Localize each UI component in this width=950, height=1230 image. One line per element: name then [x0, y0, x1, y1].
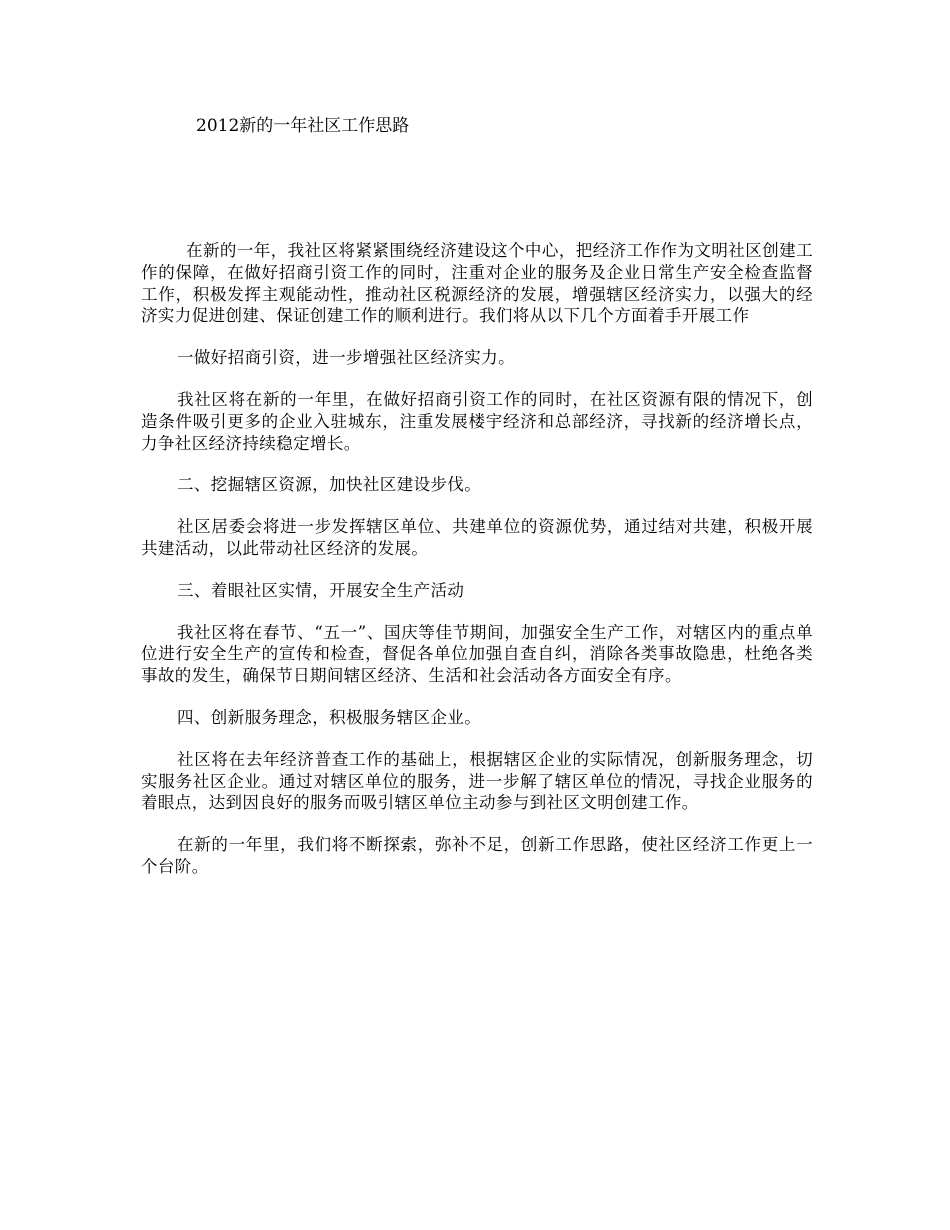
section-heading-4: 四、创新服务理念，积极服务辖区企业。 — [177, 707, 482, 727]
section-heading-3: 三、着眼社区实情，开展安全生产活动 — [177, 580, 465, 600]
section-heading-1: 一做好招商引资，进一步增强社区经济实力。 — [177, 348, 515, 368]
intro-paragraph: 在新的一年，我社区将紧紧围绕经济建设这个中心，把经济工作作为文明社区创建工作的保障，在做好招商引资工作的同时，注重对企业的服务及企业日常生产安全检查监督工作，积极发挥主观能动性，推动社区税源经济的发展，增强辖区经济实力，以强大的经济实力促进创建、保证创建工作的顺利进行。我们将从以下几个方面着手开展工作 — [141, 241, 813, 326]
section-paragraph-3: 我社区将在春节、“五一”、国庆等佳节期间，加强安全生产工作，对辖区内的重点单位进行安全生产的宣传和检查，督促各单位加强自查自纠，消除各类事故隐患，杜绝各类事故的发生，确保节日期间辖区经济、生活和社会活动各方面安全有序。 — [141, 622, 813, 686]
section-paragraph-1: 我社区将在新的一年里，在做好招商引资工作的同时，在社区资源有限的情况下，创造条件吸引更多的企业入驻城东，注重发展楼宇经济和总部经济，寻找新的经济增长点，力争社区经济持续稳定增长。 — [141, 389, 813, 453]
section-paragraph-4: 社区将在去年经济普查工作的基础上，根据辖区企业的实际情况，创新服务理念，切实服务社区企业。通过对辖区单位的服务，进一步解了辖区单位的情况，寻找企业服务的着眼点，达到因良好的服务而吸引辖区单位主动参与到社区文明创建工作。 — [141, 749, 813, 813]
document-body — [141, 240, 813, 898]
section-paragraph-2: 社区居委会将进一步发挥辖区单位、共建单位的资源优势，通过结对共建，积极开展共建活动，以此带动社区经济的发展。 — [141, 517, 813, 558]
section-heading-2: 二、挖掘辖区资源，加快社区建设步伐。 — [177, 475, 482, 495]
closing-paragraph: 在新的一年里，我们将不断探索，弥补不足，创新工作思路，使社区经济工作更上一个台阶。 — [141, 835, 813, 876]
document-title: 2012新的一年社区工作思路 — [196, 116, 410, 136]
